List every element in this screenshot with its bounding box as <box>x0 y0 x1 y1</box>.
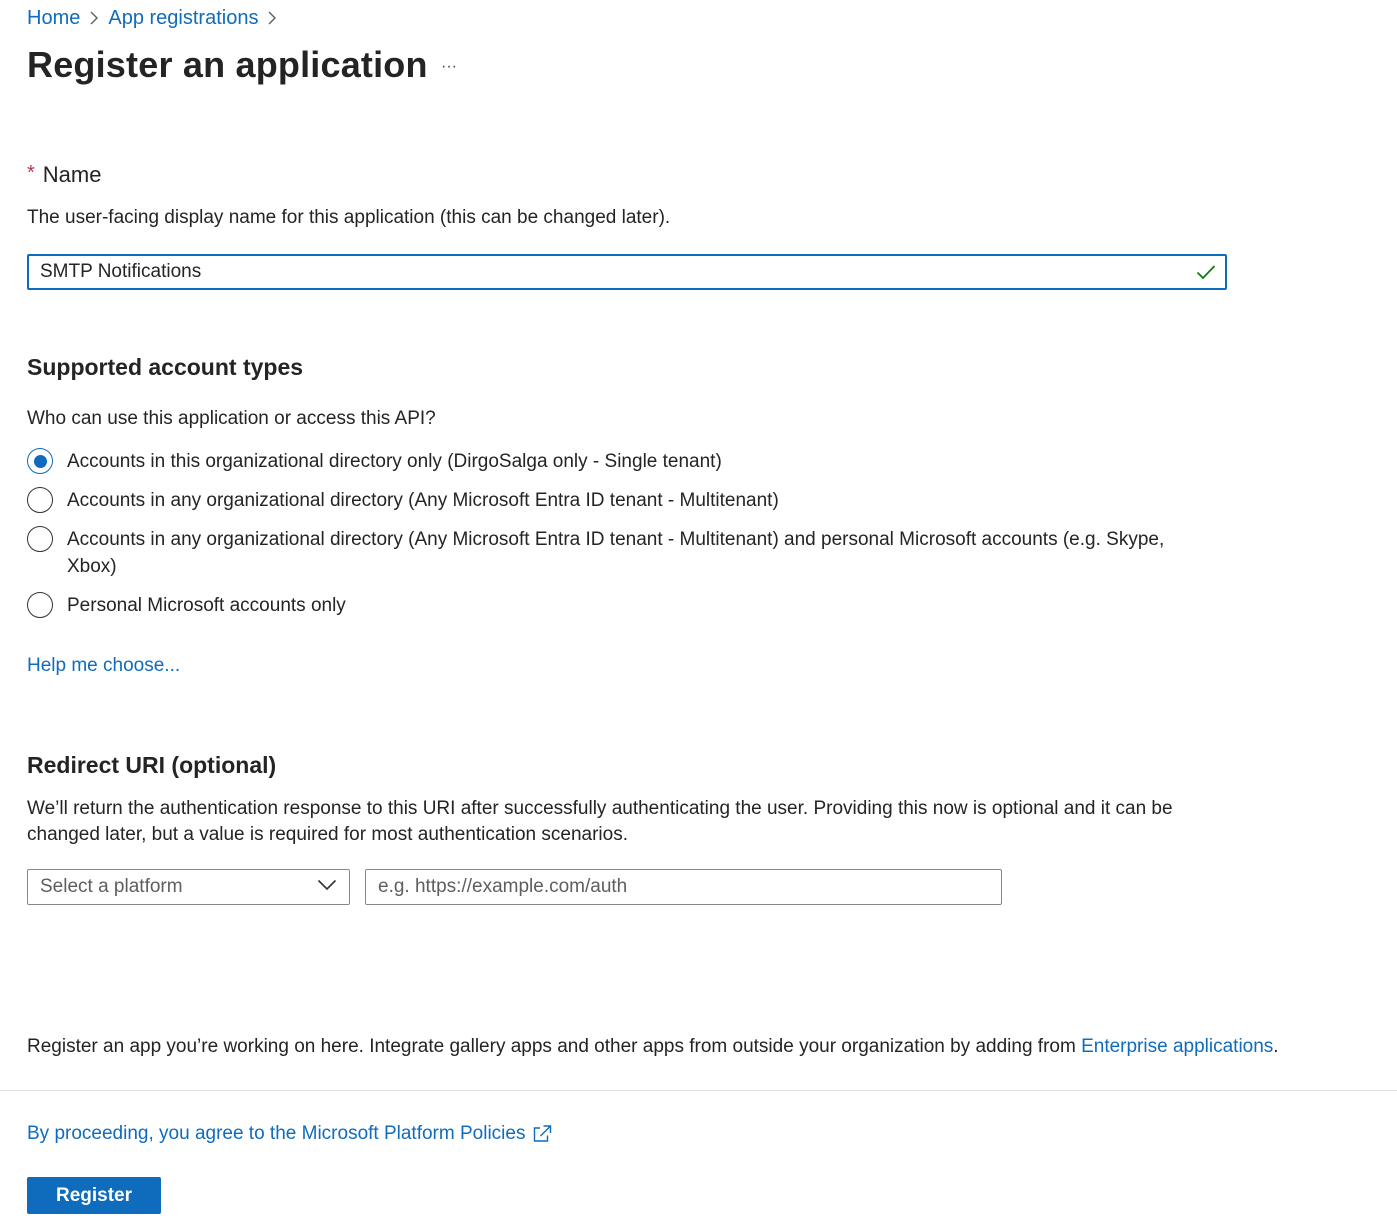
chevron-right-icon <box>80 5 108 31</box>
chevron-right-icon <box>258 5 286 31</box>
name-input[interactable] <box>29 256 1193 288</box>
divider <box>0 1090 1397 1091</box>
breadcrumb <box>27 5 286 31</box>
platform-policies-link[interactable] <box>27 1123 553 1145</box>
account-type-option[interactable] <box>27 448 1207 475</box>
register-button[interactable]: Register <box>27 1177 161 1214</box>
account-type-label: Personal Microsoft accounts only <box>67 595 346 616</box>
platform-select[interactable] <box>27 869 350 905</box>
radio-button[interactable] <box>27 487 53 513</box>
footer-note <box>27 1036 1279 1058</box>
name-field <box>27 254 1227 290</box>
name-label-text: Name <box>42 162 102 187</box>
account-types-heading: Supported account types <box>27 354 304 380</box>
account-type-option[interactable] <box>27 526 1207 580</box>
account-type-label: Accounts in any organizational directory (Any Microsoft Entra ID tenant - Multitenant) and personal Microsoft accounts (e.g. Skype, Xbox) <box>67 529 1165 577</box>
breadcrumb-home-link[interactable]: Home <box>27 6 81 29</box>
enterprise-applications-link[interactable]: Enterprise applications <box>1081 1036 1274 1057</box>
footer-note-suffix: . <box>1273 1036 1279 1057</box>
open-external-icon <box>531 1124 553 1144</box>
required-marker: * <box>27 161 35 184</box>
platform-policies-label: By proceeding, you agree to the Microsoft Platform Policies <box>27 1123 526 1144</box>
radio-button-selected[interactable] <box>27 448 53 474</box>
page-title: Register an application <box>27 44 428 85</box>
name-label <box>27 162 101 188</box>
chevron-down-icon <box>317 878 337 896</box>
radio-button[interactable] <box>27 526 53 552</box>
account-type-label: Accounts in this organizational directory only (DirgoSalga only - Single tenant) <box>67 451 722 472</box>
name-description: The user-facing display name for this application (this can be changed later). <box>27 207 671 228</box>
radio-button[interactable] <box>27 592 53 618</box>
account-types-question: Who can use this application or access this API? <box>27 408 436 429</box>
more-options-button[interactable] <box>436 54 462 80</box>
help-me-choose-link[interactable]: Help me choose... <box>27 655 181 676</box>
redirect-uri-heading: Redirect URI (optional) <box>27 752 277 778</box>
redirect-uri-input[interactable] <box>365 869 1002 905</box>
account-type-option[interactable] <box>27 592 1207 619</box>
account-type-option[interactable] <box>27 487 1207 514</box>
footer-note-text: Register an app you’re working on here. Integrate gallery apps and other apps from outside your organization by adding from <box>27 1036 1082 1057</box>
redirect-uri-description: We’ll return the authentication response to this URI after successfully authenticating the user. Providing this now is optional and it can be changed later, but a value is required for most authentication scenarios. <box>27 798 1173 845</box>
checkmark-icon <box>1193 259 1219 285</box>
breadcrumb-app-registrations-link[interactable]: App registrations <box>108 6 259 29</box>
account-type-label: Accounts in any organizational directory (Any Microsoft Entra ID tenant - Multitenant) <box>67 490 779 511</box>
ellipsis-icon: ··· <box>441 58 457 75</box>
platform-select-placeholder: Select a platform <box>40 876 183 897</box>
